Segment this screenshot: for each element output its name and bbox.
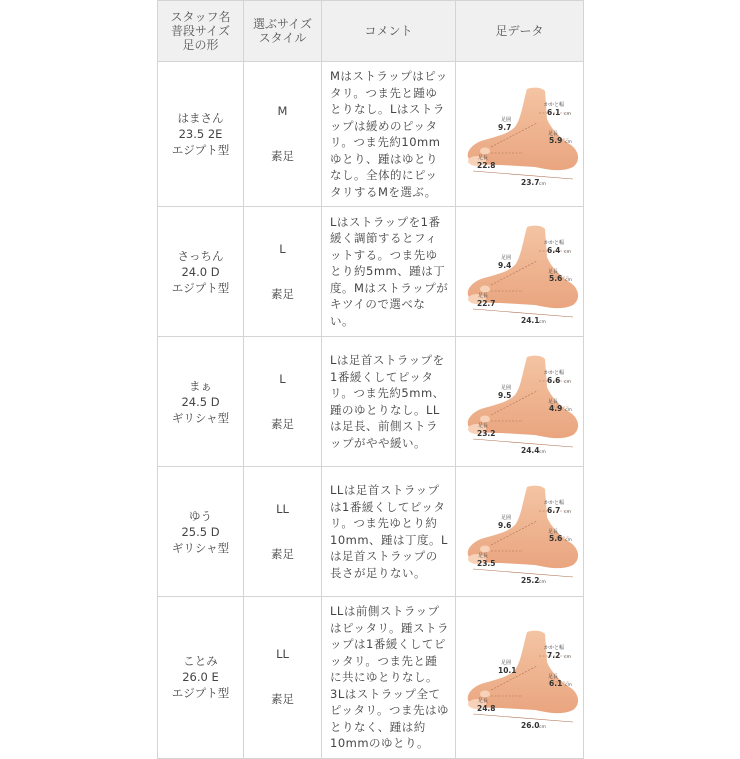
header-comment: コメント (322, 1, 456, 62)
unit-cm: cm (564, 683, 572, 689)
instep-label: 足長 (477, 422, 488, 429)
chosen-size: M (277, 104, 288, 118)
comment-text: LLは足首ストラップは1番緩くしてピッタリ。つま先ゆとり約10mm、踵は丁度。Lは足首ストラップの長さが足りない。 (330, 483, 448, 580)
girth-label: 足囲 (500, 254, 511, 261)
instep-value: 22.8 (476, 161, 496, 170)
comment-text: LLは前側ストラップはピッタリ。踵ストラップは1番緩くしてピッタリ。つま先と踵に共にゆとりなし。3Lはストラップ全てピッタリ。つま先はゆとりなく、踵は約10mmのゆとり。 (330, 604, 449, 750)
header-size-line: 選ぶサイズ (252, 17, 313, 31)
unit-cm: cm (538, 182, 546, 185)
table-row (158, 62, 584, 207)
unit-cm: cm (538, 449, 546, 453)
width-label: かかと幅 (543, 102, 564, 108)
arch-value: 4.9 (548, 403, 562, 413)
instep-label: 足長 (477, 292, 488, 299)
width-value: 6.6 (546, 375, 560, 385)
arch-label: 足長 (547, 398, 558, 405)
comment-cell (322, 597, 456, 759)
foot-data-cell (456, 62, 584, 207)
unit-cm: cm (538, 725, 546, 729)
length-value: 24.4 (520, 445, 540, 453)
length-value: 23.7 (520, 178, 540, 185)
size-cell (244, 467, 322, 597)
foot-diagram (461, 481, 579, 583)
unit-cm: cm (564, 140, 572, 145)
foot-diagram (461, 83, 579, 185)
unit-cm: cm (538, 579, 546, 583)
table-row (158, 597, 584, 759)
width-label: かかと幅 (543, 239, 564, 246)
unit-cm: cm (564, 407, 572, 413)
table-row (158, 467, 584, 597)
width-value: 7.2 (546, 651, 560, 661)
staff-cell (158, 337, 244, 467)
comment-text: Lは足首ストラップを1番緩くしてピッタリ。つま先約5mm、踵のゆとりなし。LLは足長、前側ストラップがやや緩い。 (330, 353, 445, 450)
staff-name: さっちん (177, 248, 224, 263)
staff-cell (158, 207, 244, 337)
chosen-size: L (279, 371, 286, 386)
unit-cm: cm (563, 655, 571, 661)
instep-value: 22.7 (476, 298, 496, 308)
foot-data-cell (456, 207, 584, 337)
style: 素足 (271, 546, 294, 561)
staff-name: ことみ (183, 654, 218, 669)
girth-value: 9.4 (497, 260, 511, 270)
size-cell (244, 597, 322, 759)
staff-usual-size: 25.5 D (181, 524, 220, 539)
comment-text: Mはストラップはピッタリ。つま先と踵ゆとりなし。Lはストラップは緩めのピッタリ。つま先約10mmゆとり、踵はゆとりなし。全体的にピッタリするMを選ぶ。 (330, 69, 448, 199)
staff-name: まぁ (189, 378, 212, 393)
staff-usual-size: 24.5 D (181, 394, 220, 409)
staff-cell (158, 62, 244, 207)
staff-usual-size: 26.0 E (182, 670, 219, 685)
style: 素足 (271, 149, 294, 163)
unit-cm: cm (563, 379, 571, 385)
width-label: かかと幅 (543, 369, 564, 376)
unit-cm: cm (563, 509, 571, 515)
instep-value: 23.5 (476, 558, 496, 568)
width-value: 6.4 (546, 245, 560, 255)
chosen-size: LL (276, 647, 289, 662)
length-value: 25.2 (520, 575, 540, 583)
table-row (158, 207, 584, 337)
instep-label: 足長 (477, 552, 488, 559)
chosen-size: LL (276, 501, 289, 516)
staff-foot-shape: エジプト型 (171, 143, 230, 157)
girth-value: 10.1 (497, 666, 517, 676)
arch-value: 5.9 (548, 136, 562, 145)
girth-value: 9.6 (497, 520, 511, 530)
foot-diagram (461, 626, 579, 728)
arch-value: 5.6 (548, 533, 562, 543)
header-size (244, 1, 322, 62)
staff-cell (158, 597, 244, 759)
arch-value: 6.1 (548, 679, 562, 689)
length-value: 26.0 (520, 721, 540, 729)
staff-foot-shape: ギリシャ型 (171, 410, 230, 425)
girth-label: 足囲 (500, 117, 511, 123)
girth-value: 9.5 (497, 390, 511, 400)
staff-name: はまさん (177, 111, 224, 125)
staff-usual-size: 24.0 D (181, 264, 220, 279)
header-staff-line: 足の形 (182, 38, 219, 52)
instep-value: 23.2 (476, 428, 496, 438)
chosen-size: L (279, 241, 286, 256)
unit-cm: cm (538, 319, 546, 323)
instep-value: 24.8 (476, 704, 496, 714)
comment-cell (322, 207, 456, 337)
foot-data-cell (456, 597, 584, 759)
staff-foot-shape: ギリシャ型 (171, 540, 230, 555)
unit-cm: cm (563, 249, 571, 255)
size-cell (244, 337, 322, 467)
arch-value: 5.6 (548, 273, 562, 283)
staff-foot-shape: エジプト型 (171, 686, 230, 701)
style: 素足 (271, 286, 294, 301)
girth-label: 足囲 (500, 384, 511, 391)
foot-data-cell (456, 337, 584, 467)
width-label: かかと幅 (543, 645, 564, 652)
unit-cm: cm (564, 537, 572, 543)
width-value: 6.7 (546, 505, 560, 515)
instep-label: 足長 (477, 155, 488, 161)
width-label: かかと幅 (543, 499, 564, 506)
staff-name: ゆう (189, 508, 212, 523)
girth-value: 9.7 (497, 123, 511, 132)
comment-cell (322, 467, 456, 597)
table-row (158, 337, 584, 467)
size-cell (244, 207, 322, 337)
header-size-line: スタイル (258, 31, 307, 45)
staff-cell (158, 467, 244, 597)
width-value: 6.1 (546, 108, 560, 117)
header-foot-data: 足データ (456, 1, 584, 62)
foot-data-cell (456, 467, 584, 597)
style: 素足 (271, 692, 294, 707)
girth-label: 足囲 (500, 514, 511, 521)
instep-label: 足長 (477, 698, 488, 705)
comment-cell (322, 62, 456, 207)
arch-label: 足長 (547, 528, 558, 535)
size-cell (244, 62, 322, 207)
staff-foot-shape: エジプト型 (171, 280, 230, 295)
comment-cell (322, 337, 456, 467)
girth-label: 足囲 (500, 660, 511, 667)
table-header-row (158, 1, 584, 62)
arch-label: 足長 (547, 268, 558, 275)
sizing-table (157, 0, 584, 759)
header-staff-line: 普段サイズ (170, 24, 231, 38)
unit-cm: cm (564, 277, 572, 283)
unit-cm: cm (563, 112, 571, 117)
arch-label: 足長 (547, 674, 558, 681)
comment-text: Lはストラップを1番緩く調節するとフィットする。つま先ゆとり約5mm、踵は丁度。Mはストラップがキツイので選べない。 (330, 214, 449, 328)
arch-label: 足長 (547, 131, 558, 137)
header-staff-line: スタッフ名 (170, 10, 231, 24)
length-value: 24.1 (520, 315, 540, 323)
header-staff (158, 1, 244, 62)
style: 素足 (271, 416, 294, 431)
foot-diagram (461, 351, 579, 453)
staff-usual-size: 23.5 2E (178, 127, 223, 141)
foot-diagram (461, 221, 579, 323)
